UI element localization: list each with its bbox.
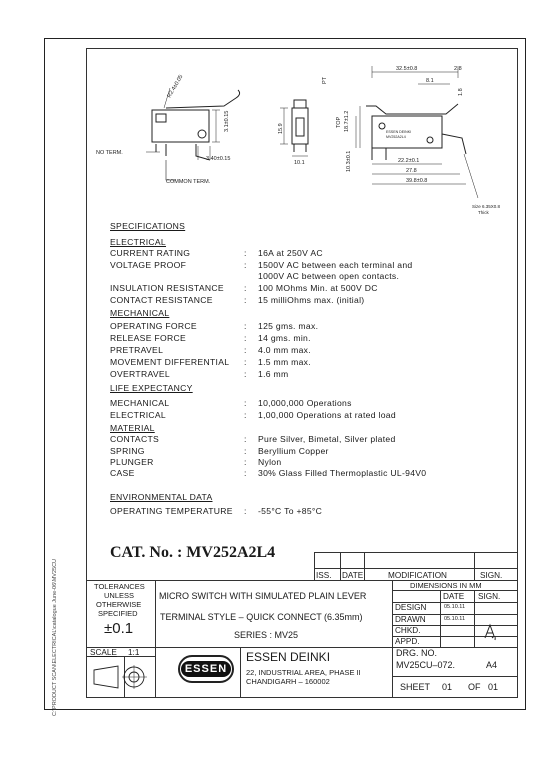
life-electrical-value: 1,00,000 Operations at rated load: [258, 410, 396, 420]
sheet-number: 01: [442, 682, 453, 692]
catalogue-number: CAT. No. : MV252A2L4: [110, 544, 276, 561]
colon: :: [244, 369, 247, 379]
dim-10-1: 10.1: [294, 160, 305, 166]
tolerances-line-4: SPECIFIED: [98, 609, 138, 618]
life-expectancy-heading: LIFE EXPECTANCY: [110, 383, 193, 393]
size-note-thick: Thick: [478, 210, 489, 215]
colon: :: [244, 410, 247, 420]
voltage-proof-value-2: 1000V AC between open contacts.: [258, 271, 400, 281]
signature-mark: [482, 622, 498, 642]
dim-18-7: 18.7±1.2: [344, 110, 350, 132]
colon: :: [244, 506, 247, 516]
company-address-2: CHANDIGARH – 160002: [246, 677, 330, 686]
colon: :: [244, 434, 247, 444]
spring-label: SPRING: [110, 446, 145, 456]
side-view-hole: [156, 114, 166, 122]
tolerance-value: ±0.1: [104, 620, 134, 637]
drawn-date: 05.10.11: [444, 616, 466, 622]
dim-1-8: 1.8: [458, 88, 464, 96]
side-view-lever: [166, 90, 240, 108]
contact-resistance-value: 15 milliOhms max. (initial): [258, 295, 365, 305]
spring-value: Beryllium Copper: [258, 446, 329, 456]
material-heading: MATERIAL: [110, 423, 155, 433]
approved-label: APPD.: [395, 637, 420, 646]
drawing-number-label: DRG. NO.: [396, 648, 438, 658]
drawn-label: DRAWN: [395, 615, 426, 624]
approval-date-header: DATE: [443, 592, 465, 601]
plunger-label: PLUNGER: [110, 457, 154, 467]
dim-10-3: 10.3±0.1: [346, 150, 352, 172]
dim-3-1: 3.1±0.15: [224, 110, 230, 132]
drawing-number-value: MV25CU–072.: [396, 660, 456, 670]
scale-label: SCALE: [90, 648, 117, 657]
dim-radius: R2.4±0.05: [166, 74, 185, 99]
sheet-of-label: OF: [468, 682, 481, 692]
operating-force-label: OPERATING FORCE: [110, 321, 197, 331]
front-view-slot: [296, 118, 304, 136]
sheet-label: SHEET: [400, 682, 431, 692]
dim-27-8: 27.8: [406, 168, 417, 174]
case-value: 30% Glass Filled Thermoplastic UL-94V0: [258, 468, 427, 478]
description-line-2: TERMINAL STYLE – QUICK CONNECT (6.35mm): [160, 612, 363, 622]
operating-force-value: 125 gms. max.: [258, 321, 319, 331]
dim-3-40: 3.40±0.15: [206, 156, 231, 162]
front-view-body: [292, 108, 308, 144]
mechanical-heading: MECHANICAL: [110, 308, 170, 318]
description-line-3: SERIES : MV25: [234, 630, 299, 640]
colon: :: [244, 468, 247, 478]
colon: :: [244, 457, 247, 467]
movement-differential-label: MOVEMENT DIFFERENTIAL: [110, 357, 230, 367]
contact-resistance-label: CONTACT RESISTANCE: [110, 295, 213, 305]
tolerances-line-1: TOLERANCES: [94, 582, 145, 591]
voltage-proof-value-1: 1500V AC between each terminal and: [258, 260, 413, 270]
colon: :: [244, 260, 247, 270]
sheet-total: 01: [488, 682, 499, 692]
operating-temperature-value: -55°C To +85°C: [258, 506, 323, 516]
dim-2-8: 2.8: [454, 66, 462, 72]
dim-pt: PT: [322, 76, 328, 84]
dim-8-1: 8.1: [426, 78, 434, 84]
dim-22-2: 22.2±0.1: [398, 158, 420, 164]
rev-date-header: DATE: [342, 571, 364, 580]
current-rating-label: CURRENT RATING: [110, 248, 191, 258]
right-view-hole-1: [379, 123, 385, 129]
voltage-proof-label: VOLTAGE PROOF: [110, 260, 187, 270]
colon: :: [244, 398, 247, 408]
dim-top: TOP: [336, 116, 342, 128]
side-view-screw-hole: [198, 130, 206, 138]
operating-temperature-label: OPERATING TEMPERATURE: [110, 506, 233, 516]
approval-sign-header: SIGN.: [478, 592, 501, 601]
release-force-value: 14 gms. min.: [258, 333, 311, 343]
dimensions-note: DIMENSIONS IN MM: [410, 581, 482, 590]
contacts-label: CONTACTS: [110, 434, 160, 444]
logo-text: ESSEN: [181, 661, 231, 677]
company-address-1: 22, INDUSTRIAL AREA, PHASE II: [246, 668, 361, 677]
common-term-label: COMMON TERM.: [166, 179, 211, 185]
colon: :: [244, 357, 247, 367]
insulation-value: 100 MOhms Min. at 500V DC: [258, 283, 378, 293]
dim-32-5: 32.5±0.8: [396, 66, 418, 72]
overtravel-label: OVERTRAVEL: [110, 369, 170, 379]
movement-differential-value: 1.5 mm max.: [258, 357, 311, 367]
current-rating-value: 16A at 250V AC: [258, 248, 323, 258]
specifications-title: SPECIFICATIONS: [110, 221, 186, 231]
colon: :: [244, 333, 247, 343]
pretravel-value: 4.0 mm max.: [258, 345, 311, 355]
design-date: 05.10.11: [444, 604, 466, 610]
file-path-note: C:\PRODUCT SCAN\ELECTRICAL\catalogue June-06\MV25CU: [52, 558, 58, 716]
dim-39-8: 39.8±0.8: [406, 178, 428, 184]
side-view-terminals: [156, 144, 210, 160]
body-label-brand: ESSEN DEINKI: [386, 130, 412, 134]
no-term-label: NO TERM.: [96, 150, 123, 156]
dim-15-9: 15.9: [278, 123, 284, 134]
checked-label: CHKD.: [395, 626, 421, 635]
colon: :: [244, 248, 247, 258]
overtravel-value: 1.6 mm: [258, 369, 289, 379]
life-mechanical-label: MECHANICAL: [110, 398, 170, 408]
insulation-label: INSULATION RESISTANCE: [110, 283, 224, 293]
essen-logo: [178, 655, 234, 683]
environmental-heading: ENVIRONMENTAL DATA: [110, 492, 213, 502]
life-mechanical-value: 10,000,000 Operations: [258, 398, 352, 408]
rev-modification-header: MODIFICATION: [388, 571, 447, 580]
projection-symbol: [90, 662, 150, 692]
case-label: CASE: [110, 468, 135, 478]
colon: :: [244, 295, 247, 305]
scale-value: 1:1: [128, 648, 140, 657]
pretravel-label: PRETRAVEL: [110, 345, 164, 355]
tolerances-line-2: UNLESS: [104, 591, 135, 600]
colon: :: [244, 321, 247, 331]
colon: :: [244, 283, 247, 293]
front-view-plunger: [294, 100, 306, 108]
colon: :: [244, 446, 247, 456]
colon: :: [244, 345, 247, 355]
life-electrical-label: ELECTRICAL: [110, 410, 167, 420]
rev-iss-header: ISS.: [316, 571, 332, 580]
right-view-terminal: [442, 134, 466, 154]
term-leaders: [146, 152, 176, 180]
size-note: Size 6.35X0.8: [472, 204, 501, 209]
release-force-label: RELEASE FORCE: [110, 333, 187, 343]
electrical-heading: ELECTRICAL: [110, 237, 167, 247]
company-name: ESSEN DEINKI: [246, 650, 331, 664]
body-label-model: MV252A2L4: [386, 135, 406, 139]
right-view-lever: [366, 104, 458, 114]
design-label: DESIGN: [395, 603, 427, 612]
description-line-1: MICRO SWITCH WITH SIMULATED PLAIN LEVER: [159, 591, 367, 601]
right-view-hole-2: [427, 137, 433, 143]
rev-sign-header: SIGN.: [480, 571, 503, 580]
tolerances-line-3: OTHERWISE: [96, 600, 142, 609]
paper-size: A4: [486, 660, 498, 670]
plunger-value: Nylon: [258, 457, 282, 467]
switch-technical-drawing: [86, 48, 518, 223]
contacts-value: Pure Silver, Bimetal, Silver plated: [258, 434, 396, 444]
